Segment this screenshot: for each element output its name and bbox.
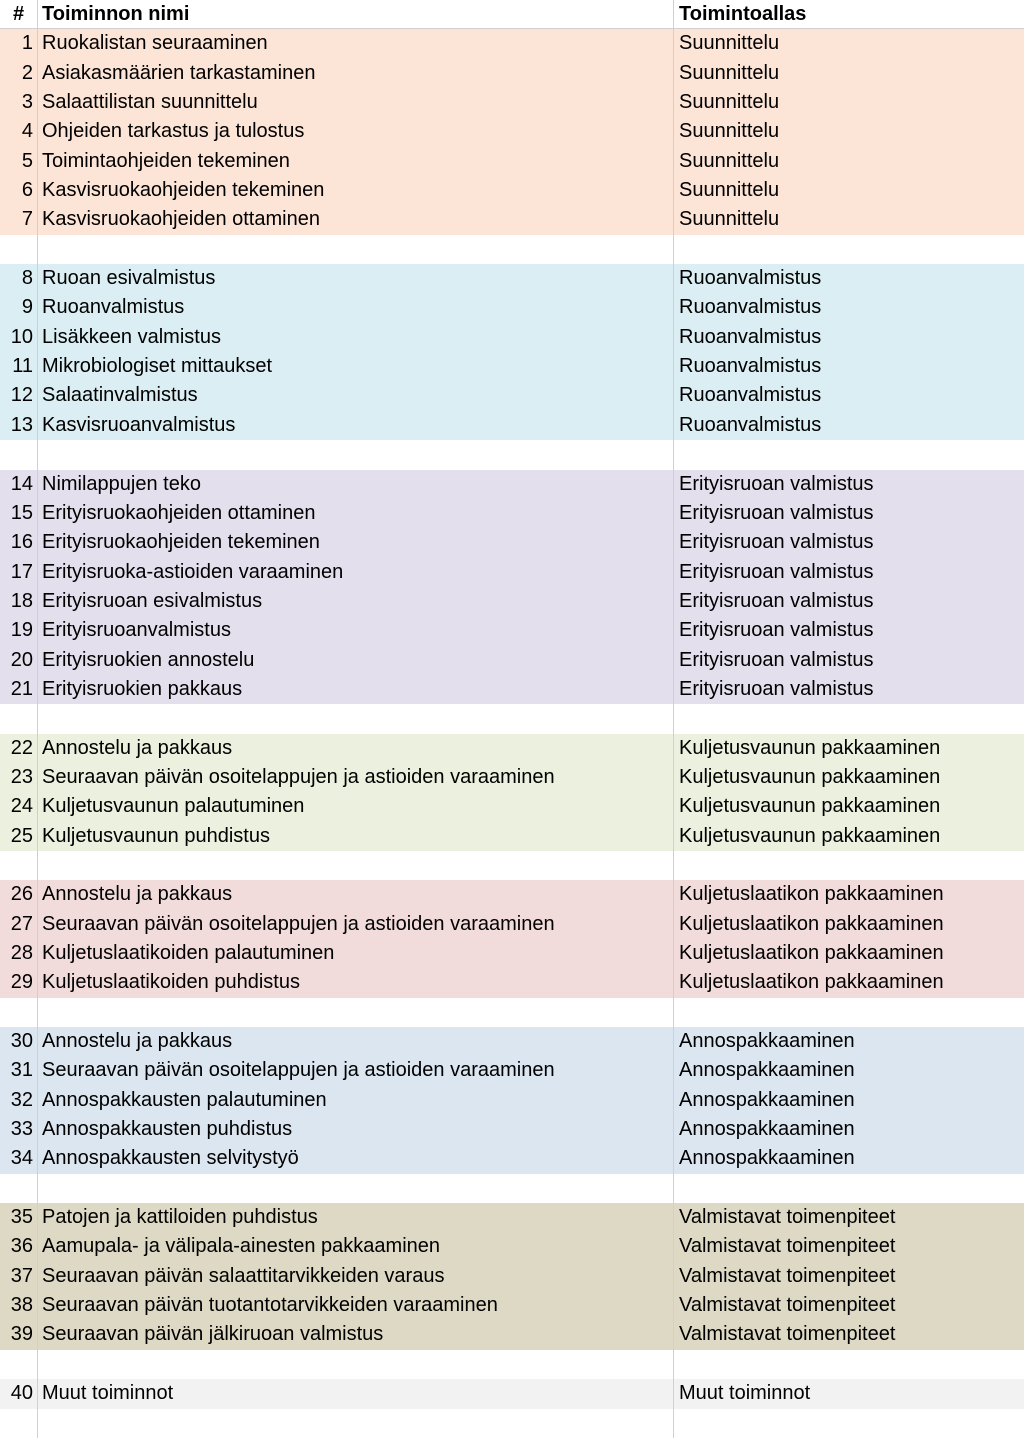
table-row xyxy=(0,1320,1024,1349)
empty-cell xyxy=(674,440,1024,469)
activity-name: Toimintaohjeiden tekeminen xyxy=(38,147,674,176)
row-number: 5 xyxy=(0,147,38,176)
row-number: 35 xyxy=(0,1203,38,1232)
row-number: 8 xyxy=(0,264,38,293)
table-row xyxy=(0,616,1024,645)
table-row xyxy=(0,293,1024,322)
row-number: 27 xyxy=(0,910,38,939)
row-number: 36 xyxy=(0,1232,38,1261)
row-number: 7 xyxy=(0,205,38,234)
empty-cell xyxy=(38,998,674,1027)
activity-name: Seuraavan päivän osoitelappujen ja astioiden varaaminen xyxy=(38,910,674,939)
row-number: 16 xyxy=(0,528,38,557)
table-row xyxy=(0,587,1024,616)
activity-pool: Ruoanvalmistus xyxy=(679,296,822,319)
activity-pool: Suunnittelu xyxy=(679,32,780,55)
row-number: 15 xyxy=(0,499,38,528)
activity-name: Patojen ja kattiloiden puhdistus xyxy=(38,1203,674,1232)
empty-cell xyxy=(0,235,38,264)
table-row xyxy=(0,1144,1024,1173)
row-number: 17 xyxy=(0,558,38,587)
activity-pool: Erityisruoan valmistus xyxy=(679,677,874,700)
activity-name: Ohjeiden tarkastus ja tulostus xyxy=(38,117,674,146)
activity-pool: Suunnittelu xyxy=(679,208,780,231)
table-row xyxy=(0,499,1024,528)
empty-cell xyxy=(38,1409,674,1438)
table-row xyxy=(0,646,1024,675)
activity-pool: Erityisruoan valmistus xyxy=(679,501,874,524)
activity-name: Ruokalistan seuraaminen xyxy=(38,29,674,58)
row-number: 25 xyxy=(0,822,38,851)
row-number: 40 xyxy=(0,1379,38,1408)
table-row xyxy=(0,1232,1024,1261)
spacer-row xyxy=(0,1350,1024,1379)
table-row xyxy=(0,176,1024,205)
row-number: 12 xyxy=(0,381,38,410)
activity-pool: Valmistavat toimenpiteet xyxy=(679,1206,896,1229)
activity-name: Annospakkausten palautuminen xyxy=(38,1086,674,1115)
table-row xyxy=(0,205,1024,234)
table-row xyxy=(0,1056,1024,1085)
activity-pool: Erityisruoan valmistus xyxy=(679,589,874,612)
table-row xyxy=(0,1203,1024,1232)
row-number: 28 xyxy=(0,939,38,968)
spacer-row xyxy=(0,851,1024,880)
activity-name: Erityisruokien annostelu xyxy=(38,646,674,675)
empty-cell xyxy=(0,440,38,469)
table-row xyxy=(0,1262,1024,1291)
activity-name: Kuljetuslaatikoiden palautuminen xyxy=(38,939,674,968)
table-row xyxy=(0,264,1024,293)
spacer-row xyxy=(0,440,1024,469)
activity-name: Mikrobiologiset mittaukset xyxy=(38,352,674,381)
activity-name: Erityisruokaohjeiden tekeminen xyxy=(38,528,674,557)
row-number: 13 xyxy=(0,411,38,440)
activity-name: Erityisruoka-astioiden varaaminen xyxy=(38,558,674,587)
table-row xyxy=(0,1115,1024,1144)
activity-name: Annostelu ja pakkaus xyxy=(38,1027,674,1056)
activity-pool: Annospakkaaminen xyxy=(679,1147,855,1170)
activity-pool: Suunnittelu xyxy=(679,91,780,114)
activity-pool: Erityisruoan valmistus xyxy=(679,619,874,642)
row-number: 22 xyxy=(0,734,38,763)
activity-pool: Suunnittelu xyxy=(679,61,780,84)
activity-name: Erityisruokaohjeiden ottaminen xyxy=(38,499,674,528)
table-row xyxy=(0,323,1024,352)
activity-name: Annostelu ja pakkaus xyxy=(38,880,674,909)
activity-pool: Erityisruoan valmistus xyxy=(679,648,874,671)
activity-pool: Valmistavat toimenpiteet xyxy=(679,1264,896,1287)
row-number: 19 xyxy=(0,616,38,645)
activity-pool: Ruoanvalmistus xyxy=(679,413,822,436)
row-number: 32 xyxy=(0,1086,38,1115)
table-row xyxy=(0,381,1024,410)
table-body xyxy=(0,29,1024,1438)
spacer-row xyxy=(0,998,1024,1027)
activity-name: Ruoanvalmistus xyxy=(38,293,674,322)
activity-pool: Suunnittelu xyxy=(679,120,780,143)
empty-cell xyxy=(674,1174,1024,1203)
activity-name: Muut toiminnot xyxy=(38,1379,674,1408)
activity-pool: Kuljetuslaatikon pakkaaminen xyxy=(679,912,944,935)
row-number: 11 xyxy=(0,352,38,381)
activity-name: Kuljetuslaatikoiden puhdistus xyxy=(38,968,674,997)
table-row xyxy=(0,88,1024,117)
activity-pool: Kuljetusvaunun pakkaaminen xyxy=(679,824,941,847)
activity-name: Kuljetusvaunun palautuminen xyxy=(38,792,674,821)
activity-name: Erityisruoan esivalmistus xyxy=(38,587,674,616)
table-row xyxy=(0,910,1024,939)
empty-cell xyxy=(0,1174,38,1203)
activity-name: Seuraavan päivän jälkiruoan valmistus xyxy=(38,1320,674,1349)
empty-cell xyxy=(38,1174,674,1203)
activity-name: Salaatinvalmistus xyxy=(38,381,674,410)
empty-cell xyxy=(674,1350,1024,1379)
header-activity-pool: Toimintoallas xyxy=(679,3,807,25)
activity-pool: Annospakkaaminen xyxy=(679,1030,855,1053)
activity-pool: Ruoanvalmistus xyxy=(679,325,822,348)
spacer-row xyxy=(0,235,1024,264)
activity-pool: Kuljetusvaunun pakkaaminen xyxy=(679,765,941,788)
activity-name: Annospakkausten puhdistus xyxy=(38,1115,674,1144)
table-row xyxy=(0,822,1024,851)
header-number: # xyxy=(0,0,38,28)
activity-name: Nimilappujen teko xyxy=(38,470,674,499)
table-row xyxy=(0,792,1024,821)
activity-name: Seuraavan päivän salaattitarvikkeiden varaus xyxy=(38,1262,674,1291)
activity-pool: Kuljetusvaunun pakkaaminen xyxy=(679,795,941,818)
activity-name: Kasvisruokaohjeiden tekeminen xyxy=(38,176,674,205)
activity-name: Seuraavan päivän osoitelappujen ja astioiden varaaminen xyxy=(38,1056,674,1085)
activity-name: Kuljetusvaunun puhdistus xyxy=(38,822,674,851)
empty-cell xyxy=(0,998,38,1027)
activity-name: Erityisruoanvalmistus xyxy=(38,616,674,645)
empty-cell xyxy=(38,440,674,469)
spacer-row xyxy=(0,1409,1024,1438)
table-row xyxy=(0,1379,1024,1408)
activity-name: Asiakasmäärien tarkastaminen xyxy=(38,59,674,88)
activity-name: Ruoan esivalmistus xyxy=(38,264,674,293)
activity-pool: Muut toiminnot xyxy=(679,1382,811,1405)
table-row xyxy=(0,968,1024,997)
activity-pool: Suunnittelu xyxy=(679,149,780,172)
activity-name: Seuraavan päivän tuotantotarvikkeiden varaaminen xyxy=(38,1291,674,1320)
table-row xyxy=(0,147,1024,176)
table-row xyxy=(0,763,1024,792)
row-number: 10 xyxy=(0,323,38,352)
activity-pool: Erityisruoan valmistus xyxy=(679,472,874,495)
activity-name: Kasvisruokaohjeiden ottaminen xyxy=(38,205,674,234)
table-row xyxy=(0,675,1024,704)
activity-pool: Erityisruoan valmistus xyxy=(679,560,874,583)
empty-cell xyxy=(674,704,1024,733)
row-number: 21 xyxy=(0,675,38,704)
row-number: 24 xyxy=(0,792,38,821)
header-activity-name: Toiminnon nimi xyxy=(38,0,674,28)
row-number: 34 xyxy=(0,1144,38,1173)
activity-pool: Ruoanvalmistus xyxy=(679,267,822,290)
row-number: 1 xyxy=(0,29,38,58)
empty-cell xyxy=(0,851,38,880)
row-number: 3 xyxy=(0,88,38,117)
table-row xyxy=(0,1086,1024,1115)
table-row xyxy=(0,411,1024,440)
empty-cell xyxy=(38,235,674,264)
table-row xyxy=(0,558,1024,587)
row-number: 29 xyxy=(0,968,38,997)
table-row xyxy=(0,734,1024,763)
row-number: 33 xyxy=(0,1115,38,1144)
activity-name: Aamupala- ja välipala-ainesten pakkaaminen xyxy=(38,1232,674,1261)
activity-pool: Valmistavat toimenpiteet xyxy=(679,1235,896,1258)
spacer-row xyxy=(0,1174,1024,1203)
table-header xyxy=(0,0,1024,29)
row-number: 9 xyxy=(0,293,38,322)
table-row xyxy=(0,117,1024,146)
table-row xyxy=(0,470,1024,499)
activity-name: Lisäkkeen valmistus xyxy=(38,323,674,352)
row-number: 18 xyxy=(0,587,38,616)
activity-pool: Annospakkaaminen xyxy=(679,1059,855,1082)
empty-cell xyxy=(674,998,1024,1027)
row-number: 20 xyxy=(0,646,38,675)
empty-cell xyxy=(674,1409,1024,1438)
activity-name: Kasvisruoanvalmistus xyxy=(38,411,674,440)
row-number: 6 xyxy=(0,176,38,205)
table-row xyxy=(0,880,1024,909)
empty-cell xyxy=(38,1350,674,1379)
table-row xyxy=(0,352,1024,381)
activity-pool: Suunnittelu xyxy=(679,179,780,202)
empty-cell xyxy=(0,704,38,733)
activity-pool: Annospakkaaminen xyxy=(679,1088,855,1111)
row-number: 26 xyxy=(0,880,38,909)
row-number: 37 xyxy=(0,1262,38,1291)
table-row xyxy=(0,1291,1024,1320)
empty-cell xyxy=(0,1409,38,1438)
activity-pool: Annospakkaaminen xyxy=(679,1118,855,1141)
table-row xyxy=(0,59,1024,88)
empty-cell xyxy=(0,1350,38,1379)
activity-name: Annostelu ja pakkaus xyxy=(38,734,674,763)
activity-pool: Ruoanvalmistus xyxy=(679,355,822,378)
activity-name: Salaattilistan suunnittelu xyxy=(38,88,674,117)
empty-cell xyxy=(674,235,1024,264)
activity-pool: Ruoanvalmistus xyxy=(679,384,822,407)
activity-pool: Kuljetuslaatikon pakkaaminen xyxy=(679,883,944,906)
activity-pool: Valmistavat toimenpiteet xyxy=(679,1323,896,1346)
activity-pool: Erityisruoan valmistus xyxy=(679,531,874,554)
row-number: 31 xyxy=(0,1056,38,1085)
activity-name: Erityisruokien pakkaus xyxy=(38,675,674,704)
spacer-row xyxy=(0,704,1024,733)
activity-pool: Kuljetusvaunun pakkaaminen xyxy=(679,736,941,759)
row-number: 23 xyxy=(0,763,38,792)
row-number: 38 xyxy=(0,1291,38,1320)
activity-pool: Kuljetuslaatikon pakkaaminen xyxy=(679,971,944,994)
activity-name: Seuraavan päivän osoitelappujen ja astioiden varaaminen xyxy=(38,763,674,792)
activity-pool: Kuljetuslaatikon pakkaaminen xyxy=(679,942,944,964)
row-number: 39 xyxy=(0,1320,38,1349)
table-row xyxy=(0,29,1024,58)
row-number: 30 xyxy=(0,1027,38,1056)
row-number: 14 xyxy=(0,470,38,499)
row-number: 4 xyxy=(0,117,38,146)
activity-pool: Valmistavat toimenpiteet xyxy=(679,1294,896,1317)
table-row xyxy=(0,528,1024,557)
empty-cell xyxy=(38,704,674,733)
table-row xyxy=(0,1027,1024,1056)
empty-cell xyxy=(674,851,1024,880)
empty-cell xyxy=(38,851,674,880)
activity-name: Annospakkausten selvitystyö xyxy=(38,1144,674,1173)
row-number: 2 xyxy=(0,59,38,88)
table-row xyxy=(0,939,1024,968)
